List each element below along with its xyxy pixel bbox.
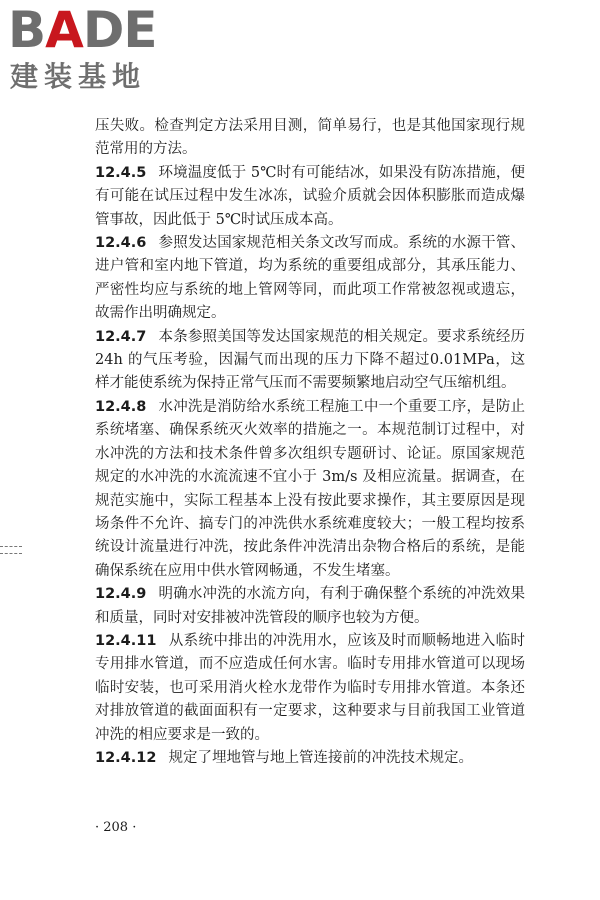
clause-number: 12.4.7 (95, 328, 147, 345)
paragraph (95, 396, 525, 583)
logo-letter-a: A (45, 1, 83, 59)
paragraph-text: 规定了埋地管与地上管连接前的冲洗技术规定。 (168, 749, 473, 766)
logo-letters-de: DE (82, 1, 157, 59)
clause-number: 12.4.5 (95, 164, 147, 181)
clause-number: 12.4.8 (95, 398, 147, 415)
paragraph-text: 从系统中排出的冲洗用水，应该及时而顺畅地进入临时专用排水管道，而不应造成任何水害。临时专用排水管道可以现场临时安装，也可采用消火栓水龙带作为临时专用排水管道。本条还对排放管道的截面面积有一定要求，这种要求与目前我国工业管道冲洗的相应要求是一致的。 (95, 632, 525, 743)
paragraph (95, 747, 525, 770)
logo-wordmark (8, 2, 157, 58)
margin-mark (0, 546, 22, 554)
logo (8, 2, 178, 98)
logo-letter-b: B (8, 1, 46, 59)
paragraph-text: 明确水冲洗的水流方向，有利于确保整个系统的冲洗效果和质量，同时对安排被冲洗管段的顺序也较为方便。 (95, 586, 525, 626)
page-number: · 208 · (95, 820, 137, 835)
paragraph-text: 本条参照美国等发达国家规范的相关规定。要求系统经历 24h 的气压考验，因漏气而出现的压力下降不超过0.01MPa，这样才能使系统为保持正常气压而不需要频繁地启动空气压缩机组。 (95, 328, 525, 392)
clause-number: 12.4.6 (95, 235, 147, 252)
paragraph-text: 水冲洗是消防给水系统工程施工中一个重要工序，是防止系统堵塞、确保系统灭火效率的措施之一。本规范制订过程中，对水冲洗的方法和技术条件曾多次组织专题研讨、论证。原国家规范规定的水冲洗的水流流速不宜小于 3m/s 及相应流量。据调查，在规范实施中，实际工程基本上没有按此要求操作，其主要原因是现场条件不允许、搞专门的冲洗供水系统难度较大；一般工程均按系统设计流量进行冲洗，按此条件冲洗清出杂物合格后的系统，是能确保系统在应用中供水管网畅通，不发生堵塞。 (95, 398, 525, 579)
paragraph (95, 162, 525, 232)
paragraph-text: 压失败。检查判定方法采用目测，简单易行，也是其他国家现行规范常用的方法。 (95, 118, 525, 158)
clause-number: 12.4.9 (95, 586, 147, 603)
paragraph (95, 630, 525, 747)
paragraph (95, 583, 525, 630)
paragraph (95, 326, 525, 396)
paragraph (95, 115, 525, 162)
clause-number: 12.4.12 (95, 749, 157, 766)
clause-number: 12.4.11 (95, 632, 157, 649)
paragraph-text: 参照发达国家规范相关条文改写而成。系统的水源干管、进户管和室内地下管道，均为系统的重要组成部分，其承压能力、严密性均应与系统的地上管网等同，而此项工作常被忽视或遗忘，故需作出明确规定。 (95, 235, 525, 322)
logo-subtitle: 建装基地 (10, 60, 147, 93)
paragraph-text: 环境温度低于 5℃时有可能结冰，如果没有防冻措施，便有可能在试压过程中发生冰冻，试验介质就会因体积膨胀而造成爆管事故，因此低于 5℃时试压成本高。 (95, 164, 525, 228)
document-body (95, 115, 525, 770)
paragraph (95, 232, 525, 326)
